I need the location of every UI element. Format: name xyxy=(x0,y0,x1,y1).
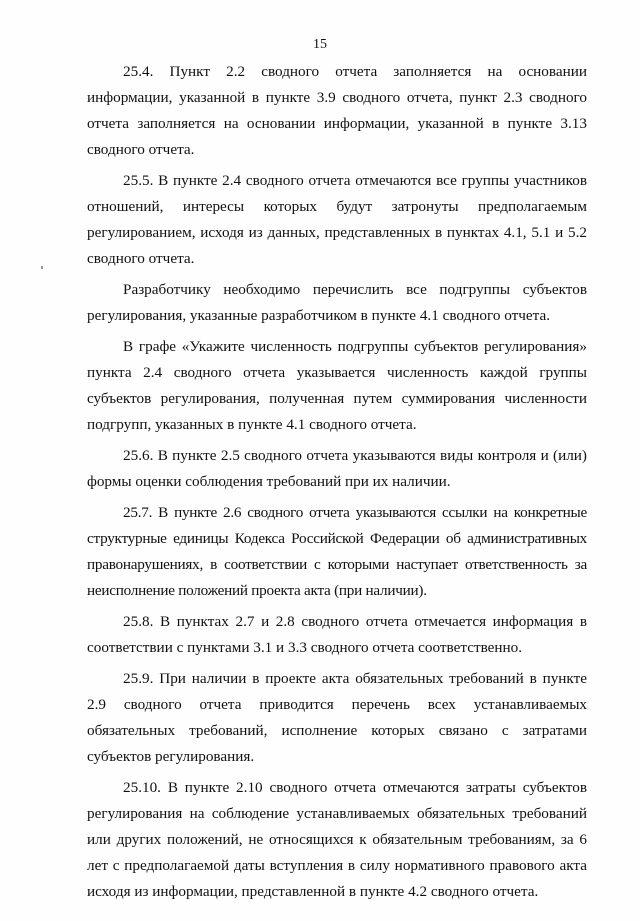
paragraph-25-7: 25.7. В пункте 2.6 сводного отчета указываются ссылки на конкретные структурные единицы Кодекса Российской Федерации об административных правонарушениях, в соответствии с которыми наступает ответственность за неисполнение положений проекта акта (при наличии). xyxy=(87,504,587,599)
scan-artifact xyxy=(41,266,43,269)
paragraph-25-9: 25.9. При наличии в проекте акта обязательных требований в пункте 2.9 сводного отчета приводится перечень всех устанавливаемых обязательных требований, исполнение которых связано с затратами субъектов регулирования. xyxy=(87,670,587,765)
paragraph-25-8: 25.8. В пунктах 2.7 и 2.8 сводного отчета отмечается информация в соответствии с пунктами 3.1 и 3.3 сводного отчета соответственно. xyxy=(87,613,587,656)
page-number: 15 xyxy=(313,37,327,52)
paragraph-25-6: 25.6. В пункте 2.5 сводного отчета указываются виды контроля и (или) формы оценки соблюдения требований при их наличии. xyxy=(87,447,587,490)
paragraph-subgroup-count: В графе «Укажите численность подгруппы субъектов регулирования» пункта 2.4 сводного отчета указывается численность каждой группы субъектов регулирования, полученная путем суммирования численности подгрупп, указанных в пункте 4.1 сводного отчета. xyxy=(87,338,587,433)
paragraph-developer-subgroups: Разработчику необходимо перечислить все подгруппы субъектов регулирования, указанные разработчиком в пункте 4.1 сводного отчета. xyxy=(87,281,587,324)
paragraph-25-5: 25.5. В пункте 2.4 сводного отчета отмечаются все группы участников отношений, интересы которых будут затронуты предполагаемым регулированием, исходя из данных, представленных в пунктах 4.1, 5.1 и 5.2 сводного отчета. xyxy=(87,172,587,267)
paragraph-25-4: 25.4. Пункт 2.2 сводного отчета заполняется на основании информации, указанной в пункте 3.9 сводного отчета, пункт 2.3 сводного отчета заполняется на основании информации, указанной в пункте 3.13 сводного отчета. xyxy=(87,63,587,158)
document-body xyxy=(87,59,587,910)
paragraph-25-10: 25.10. В пункте 2.10 сводного отчета отмечаются затраты субъектов регулирования на соблюдение устанавливаемых обязательных требований или других положений, не относящихся к обязательным требованиям, за 6 лет с предполагаемой даты вступления в силу нормативного правового акта исходя из информации, представленной в пункте 4.2 сводного отчета. xyxy=(87,779,587,900)
